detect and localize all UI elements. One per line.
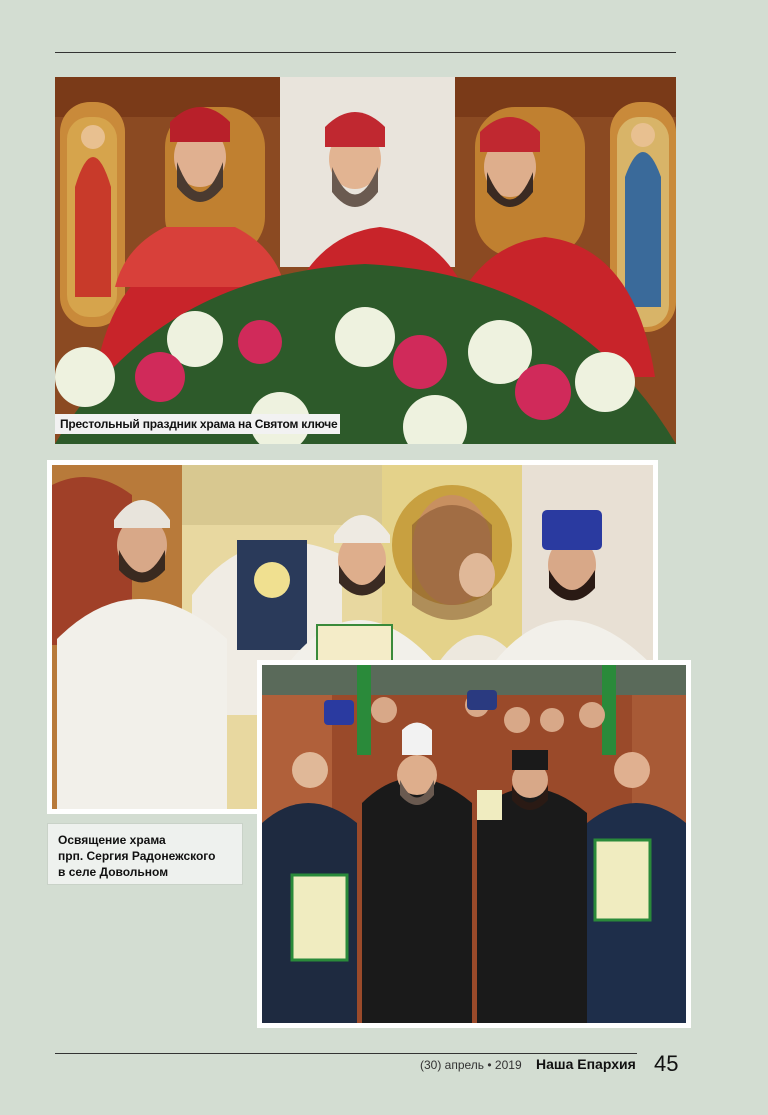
issue-info: (30) апрель • 2019 xyxy=(420,1058,522,1072)
side-caption-line-1: Освящение храма xyxy=(58,833,166,847)
side-caption-line-3: в селе Довольном xyxy=(58,865,169,879)
top-photo-caption: Престольный праздник храма на Святом ключе xyxy=(55,414,340,434)
top-rule xyxy=(55,52,676,53)
photo-group-with-certificates xyxy=(257,660,691,1028)
side-caption xyxy=(47,823,243,885)
photo-bishops-red-vestments xyxy=(55,77,676,444)
magazine-title: Наша Епархия xyxy=(536,1056,636,1072)
page-number: 45 xyxy=(654,1051,679,1076)
side-caption-line-2: прп. Сергия Радонежского xyxy=(58,849,216,863)
footer-rule xyxy=(55,1053,637,1054)
